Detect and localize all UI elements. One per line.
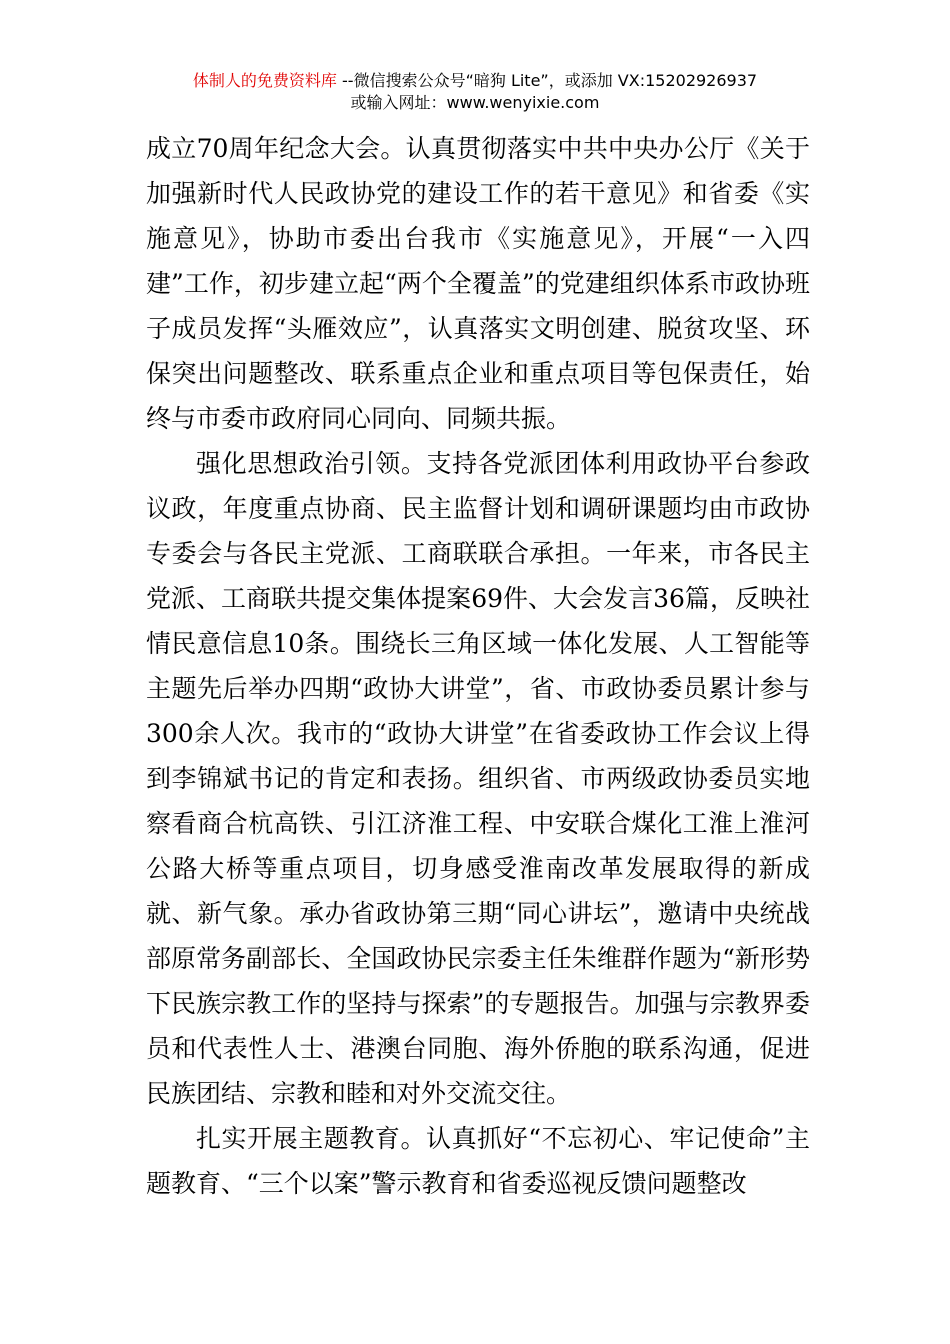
header-info: --微信搜索公众号“暗狗 Lite”，或添加 VX:15202926937	[336, 71, 758, 90]
watermark-header	[0, 70, 950, 114]
document-body	[146, 126, 810, 1206]
header-line-2: 或输入网址：www.wenyixie.com	[350, 93, 600, 112]
paragraph-continuation: 成立70周年纪念大会。认真贯彻落实中共中央办公厅《关于加强新时代人民政协党的建设工作的若干意见》和省委《实施意见》，协助市委出台我市《实施意见》，开展“一入四建”工作，初步建立起“两个全覆盖”的党建组织体系市政协班子成员发挥“头雁效应”，认真落实文明创建、脱贫攻坚、环保突出问题整改、联系重点企业和重点项目等包保责任，始终与市委市政府同心同向、同频共振。	[146, 134, 810, 433]
paragraph-theme-education: 扎实开展主题教育。认真抓好“不忘初心、牢记使命”主题教育、“三个以案”警示教育和省委巡视反馈问题整改	[146, 1124, 810, 1198]
header-brand: 体制人的免费资料库	[192, 71, 337, 90]
paragraph-ideology: 强化思想政治引领。支持各党派团体利用政协平台参政议政，年度重点协商、民主监督计划和调研课题均由市政协专委会与各民主党派、工商联联合承担。一年来，市各民主党派、工商联共提交集体提案69件、大会发言36篇，反映社情民意信息10条。围绕长三角区域一体化发展、人工智能等主题先后举办四期“政协大讲堂”，省、市政协委员累计参与300余人次。我市的“政协大讲堂”在省委政协工作会议上得到李锦斌书记的肯定和表扬。组织省、市两级政协委员实地察看商合杭高铁、引江济淮工程、中安联合煤化工淮上淮河公路大桥等重点项目，切身感受淮南改革发展取得的新成就、新气象。承办省政协第三期“同心讲坛”，邀请中央统战部原常务副部长、全国政协民宗委主任朱维群作题为“新形势下民族宗教工作的坚持与探索”的专题报告。加强与宗教界委员和代表性人士、港澳台同胞、海外侨胞的联系沟通，促进民族团结、宗教和睦和对外交流交往。	[146, 449, 810, 1108]
header-line-1	[0, 70, 950, 92]
